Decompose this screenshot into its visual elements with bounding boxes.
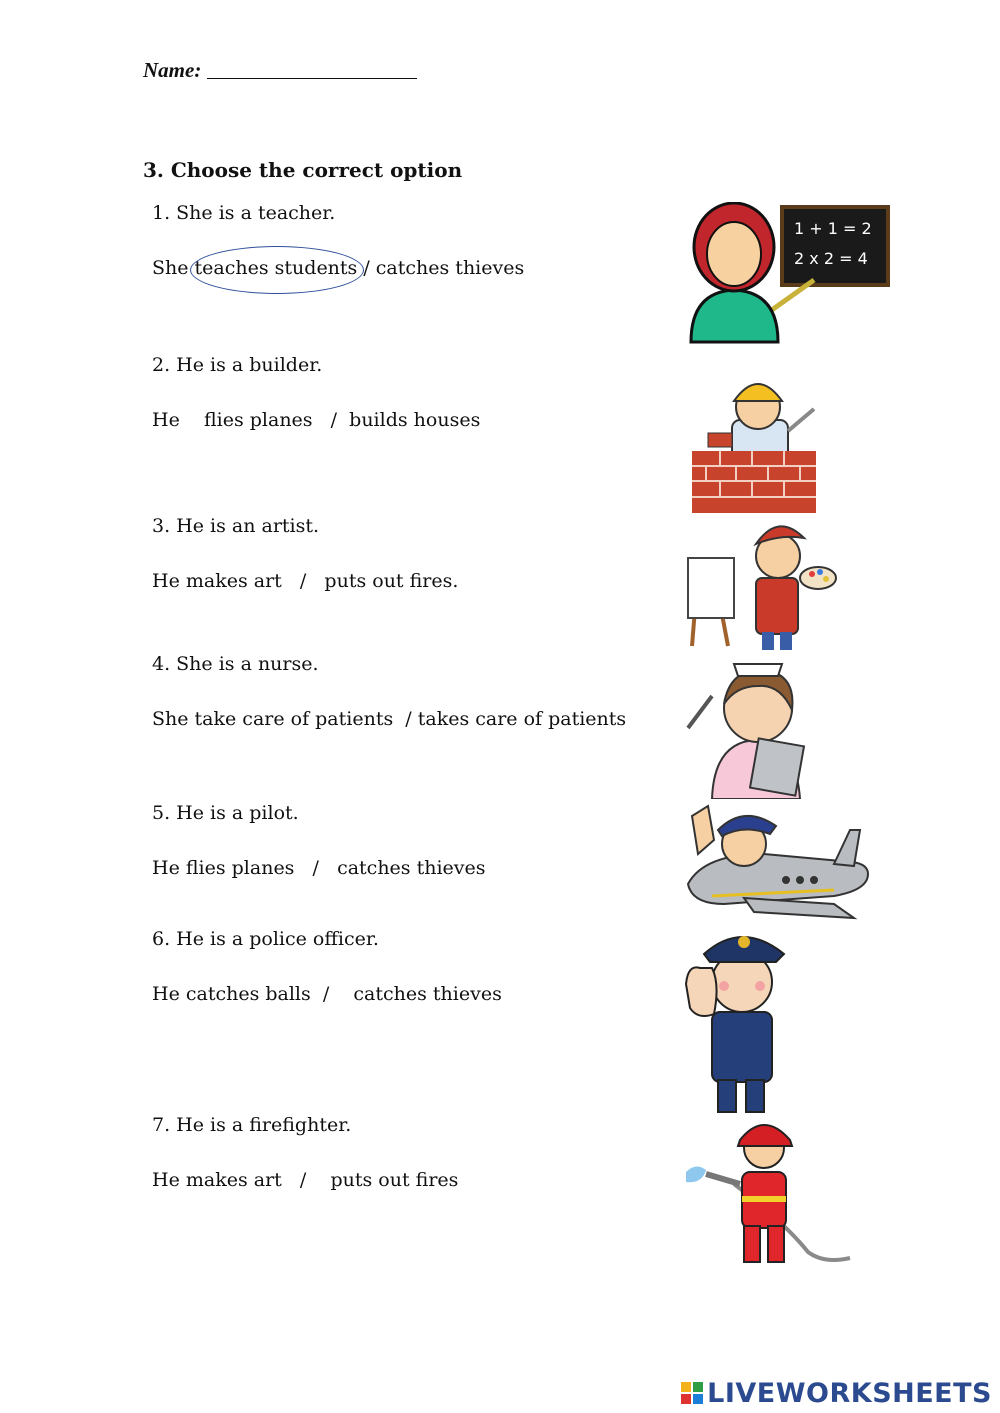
svg-text:1 + 1 = 2: 1 + 1 = 2 [794,219,872,238]
question-3: 3. He is an artist. [152,515,320,537]
police-officer-illustration [684,924,788,1114]
answer-circle-mark [190,246,364,294]
answer-3[interactable]: He makes art / puts out fires. [152,570,459,592]
answer-2[interactable]: He flies planes / builds houses [152,409,481,431]
logo-text: LIVEWORKSHEETS [707,1377,992,1409]
question-5: 5. He is a pilot. [152,802,299,824]
answer-1[interactable]: She teaches students / catches thieves [152,257,525,279]
teacher-illustration [686,202,896,352]
builder-illustration [690,365,822,515]
name-field[interactable] [143,58,417,83]
svg-text:2 x 2 = 4: 2 x 2 = 4 [794,249,868,268]
question-2: 2. He is a builder. [152,354,323,376]
artist-illustration [684,514,838,654]
liveworksheets-logo[interactable] [681,1376,992,1410]
answer-6[interactable]: He catches balls / catches thieves [152,983,502,1005]
answer-7[interactable]: He makes art / puts out fires [152,1169,459,1191]
nurse-illustration [684,654,812,799]
answer-5[interactable]: He flies planes / catches thieves [152,857,486,879]
question-7: 7. He is a firefighter. [152,1114,352,1136]
question-6: 6. He is a police officer. [152,928,379,950]
pilot-illustration [684,800,874,926]
logo-mark-icon [681,1382,703,1404]
name-blank-line[interactable] [207,58,417,79]
answer-4[interactable]: She take care of patients / takes care of patients [152,708,627,730]
name-label: Name: [143,58,202,82]
question-4: 4. She is a nurse. [152,653,319,675]
question-1: 1. She is a teacher. [152,202,336,224]
section-title: 3. Choose the correct option [143,158,463,182]
firefighter-illustration [684,1112,854,1267]
